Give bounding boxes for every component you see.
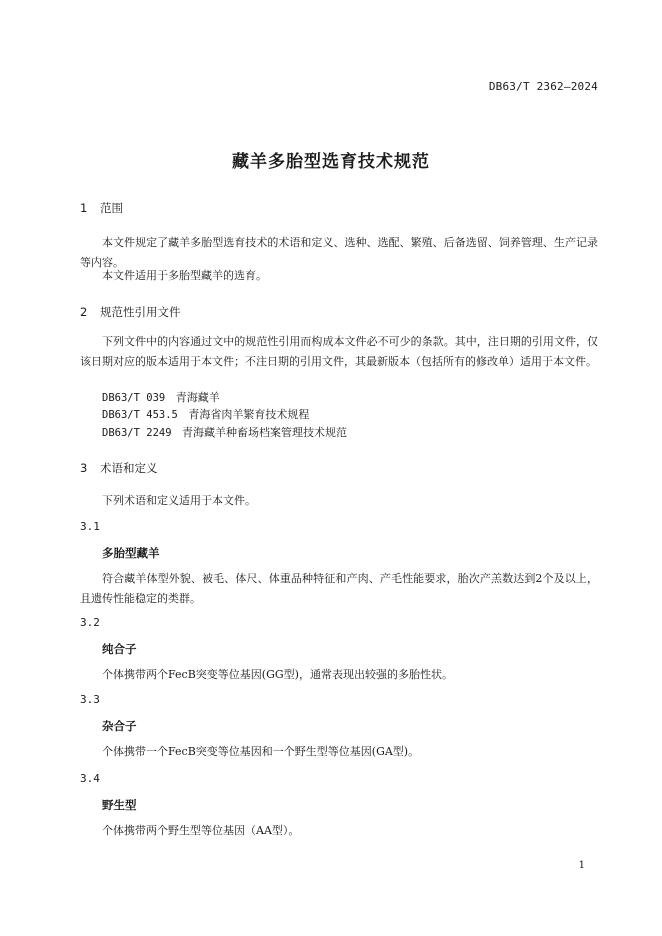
term-number: 3.2 (80, 616, 100, 629)
reference-code: DB63/T 2249 (102, 427, 172, 439)
term-title: 杂合子 (102, 719, 137, 733)
section-2-heading (80, 304, 181, 320)
standard-number: DB63/T 2362—2024 (488, 80, 598, 93)
term-title: 野生型 (102, 798, 137, 812)
term-title: 多胎型藏羊 (102, 546, 160, 560)
term-definition: 个体携带两个FecB突变等位基因(GG型)，通常表现出较强的多胎性状。 (102, 668, 453, 681)
section-1-paragraph-1: 本文件规定了藏羊多胎型选育技术的术语和定义、选种、选配、繁殖、后备选留、饲养管理、生产记录等内容。 (80, 236, 598, 269)
term-number: 3.1 (80, 520, 100, 533)
term-definition: 符合藏羊体型外貌、被毛、体尺、体重品种特征和产肉、产毛性能要求，胎次产羔数达到2个及以上，且遗传性能稳定的类群。 (80, 572, 598, 605)
reference-item (102, 424, 347, 440)
reference-code: DB63/T 453.5 (102, 409, 178, 421)
section-title: 规范性引用文件 (100, 305, 181, 319)
reference-item (102, 406, 309, 422)
section-1-paragraph-2: 本文件适用于多胎型藏羊的选育。 (102, 269, 267, 282)
reference-name: 青海藏羊 (175, 391, 220, 404)
section-number: 2 (80, 305, 88, 319)
section-3-intro: 下列术语和定义适用于本文件。 (102, 494, 256, 507)
section-1-heading (80, 200, 123, 216)
reference-name: 青海藏羊种畜场档案管理技术规范 (182, 426, 348, 439)
section-number: 3 (80, 461, 88, 475)
section-3-heading (80, 460, 158, 476)
term-definition: 个体携带两个野生型等位基因（AA型）。 (102, 824, 300, 837)
page-number: 1 (578, 860, 585, 871)
term-number: 3.4 (80, 772, 100, 785)
reference-item (102, 389, 220, 405)
term-definition: 个体携带一个FecB突变等位基因和一个野生型等位基因(GA型)。 (102, 745, 420, 758)
reference-code: DB63/T 039 (102, 392, 166, 404)
term-title: 纯合子 (102, 642, 137, 656)
term-number: 3.3 (80, 693, 100, 706)
reference-name: 青海省肉羊繁育技术规程 (188, 408, 310, 421)
section-2-intro: 下列文件中的内容通过文中的规范性引用而构成本文件必不可少的条款。其中，注日期的引用文件，仅该日期对应的版本适用于本文件；不注日期的引用文件，其最新版本（包括所有的修改单）适用于本文件。 (80, 335, 598, 368)
section-title: 术语和定义 (100, 461, 158, 475)
section-number: 1 (80, 201, 88, 215)
document-title: 藏羊多胎型选育技术规范 (232, 152, 430, 172)
section-title: 范围 (100, 201, 123, 215)
